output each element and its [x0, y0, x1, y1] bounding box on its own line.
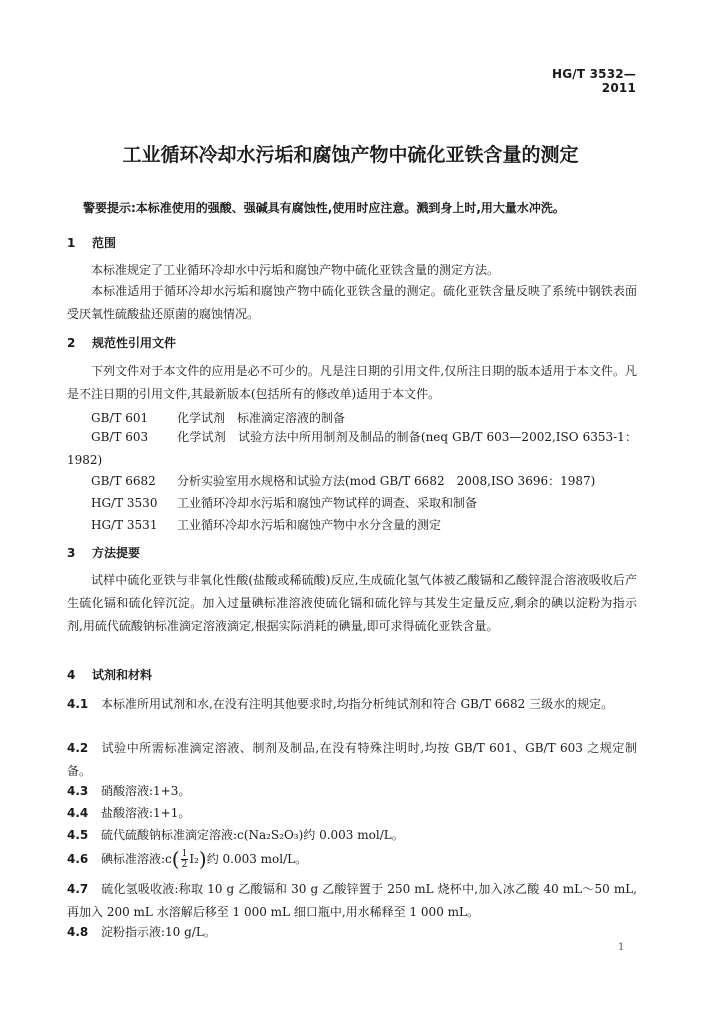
chemical-species: I₂: [189, 852, 199, 866]
reference-title: 化学试剂 试验方法中所用制剂及制品的制备(neq GB/T 603—2002,ISO 6353-1：1982): [67, 430, 637, 467]
item-number: 4.3: [67, 784, 89, 798]
section-number: 2: [67, 336, 76, 350]
fraction-numerator: 1: [181, 849, 188, 859]
paragraph: 试样中硫化亚铁与非氧化性酸(盐酸或稀硫酸)反应,生成硫化氢气体被乙酸镉和乙酸锌混合溶液吸收后产生硫化镉和硫化锌沉淀。加入过量碘标准溶液使硫化镉和硫化锌与其发生定量反应,剩余的碘以淀粉为指示剂,用硫代硫酸钠标准滴定溶液滴定,根据实际消耗的碘量,即可求得硫化亚铁含量。: [67, 573, 637, 633]
item-number: 4.1: [67, 697, 89, 711]
list-item: [67, 848, 637, 871]
item-text: 硫代硫酸钠标准滴定溶液:c(Na₂S₂O₃)约 0.003 mol/L。: [101, 828, 404, 842]
list-item: [67, 780, 637, 803]
item-number: 4.4: [67, 806, 89, 820]
item-text: 硝酸溶液:1+3。: [101, 784, 191, 798]
paragraph: 下列文件对于本文件的应用是必不可少的。凡是注日期的引用文件,仅所注日期的版本适用于本文件。凡是不注日期的引用文件,其最新版本(包括所有的修改单)适用于本文件。: [67, 364, 637, 401]
fraction-denominator: 2: [181, 860, 188, 870]
section-2-heading: [67, 334, 627, 351]
reference-item: [91, 409, 345, 426]
paragraph: 本标准适用于循环冷却水污垢和腐蚀产物中硫化亚铁含量的测定。硫化亚铁含量反映了系统中钢铁表面受厌氧性硫酸盐还原菌的腐蚀情况。: [67, 284, 637, 321]
reference-item: [91, 472, 595, 489]
left-paren: (: [171, 847, 180, 871]
page-number: 1: [618, 942, 625, 953]
section-title: 方法提要: [92, 546, 141, 560]
item-text: 硫化氢吸收液:称取 10 g 乙酸镉和 30 g 乙酸锌置于 250 mL 烧杯中,加入冰乙酸 40 mL～50 mL,再加入 200 mL 水溶解后移至 1 000 mL 细口瓶中,用水稀释至 1 000 mL。: [67, 882, 637, 919]
item-text: 本标准所用试剂和水,在没有注明其他要求时,均指分析纯试剂和符合 GB/T 6682 三级水的规定。: [101, 697, 614, 711]
reference-code: HG/T 3531: [91, 518, 158, 532]
item-text-suffix: 约 0.003 mol/L。: [206, 852, 308, 866]
reference-item: [91, 516, 441, 533]
list-item: [67, 824, 637, 847]
item-text-prefix: 碘标准溶液:c: [101, 852, 172, 866]
list-item: [67, 921, 637, 944]
section-number: 4: [67, 668, 76, 682]
item-number: 4.7: [67, 882, 89, 896]
item-number: 4.5: [67, 828, 89, 842]
item-text: 盐酸溶液:1+1。: [101, 806, 191, 820]
item-text: 淀粉指示液:10 g/L。: [101, 925, 216, 939]
reference-item: [91, 494, 477, 511]
section-1-heading: [67, 234, 627, 251]
section-title: 范围: [92, 236, 117, 250]
reference-title: 分析实验室用水规格和试验方法(mod GB/T 6682 2008,ISO 3696：1987): [177, 474, 596, 488]
item-number: 4.6: [67, 852, 89, 866]
reference-title: 工业循环冷却水污垢和腐蚀产物中水分含量的测定: [177, 518, 442, 532]
list-item: [67, 693, 637, 716]
list-item: [67, 737, 637, 783]
section-title: 试剂和材料: [92, 668, 153, 682]
reference-title: 化学试剂 标准滴定溶液的制备: [177, 411, 346, 425]
section-4-heading: [67, 666, 627, 683]
document-title: 工业循环冷却水污垢和腐蚀产物中硫化亚铁含量的测定: [122, 144, 579, 166]
section-number: 1: [67, 236, 76, 250]
item-text: 试验中所需标准滴定溶液、制剂及制品,在没有特殊注明时,均按 GB/T 601、GB/T 603 之规定制备。: [67, 741, 637, 778]
reference-code: GB/T 6682: [91, 474, 156, 488]
section-number: 3: [67, 546, 76, 560]
warning-notice: 警要提示:本标准使用的强酸、强碱具有腐蚀性,使用时应注意。溅到身上时,用大量水冲洗。: [83, 201, 565, 215]
reference-title: 工业循环冷却水污垢和腐蚀产物试样的调查、采取和制备: [177, 496, 478, 510]
section-3-heading: [67, 544, 627, 561]
standard-code: HG/T 3532—2011: [551, 67, 636, 95]
fraction: [181, 849, 189, 870]
right-paren: ): [198, 847, 207, 871]
item-number: 4.8: [67, 925, 89, 939]
reference-code: HG/T 3530: [91, 496, 158, 510]
item-number: 4.2: [67, 741, 89, 755]
list-item: [67, 802, 637, 825]
list-item: [67, 878, 637, 924]
reference-item: [67, 426, 637, 472]
reference-code: GB/T 603: [91, 430, 149, 444]
section-title: 规范性引用文件: [92, 336, 177, 350]
reference-code: GB/T 601: [91, 411, 149, 425]
paragraph: 本标准规定了工业循环冷却水中污垢和腐蚀产物中硫化亚铁含量的测定方法。: [91, 263, 500, 277]
